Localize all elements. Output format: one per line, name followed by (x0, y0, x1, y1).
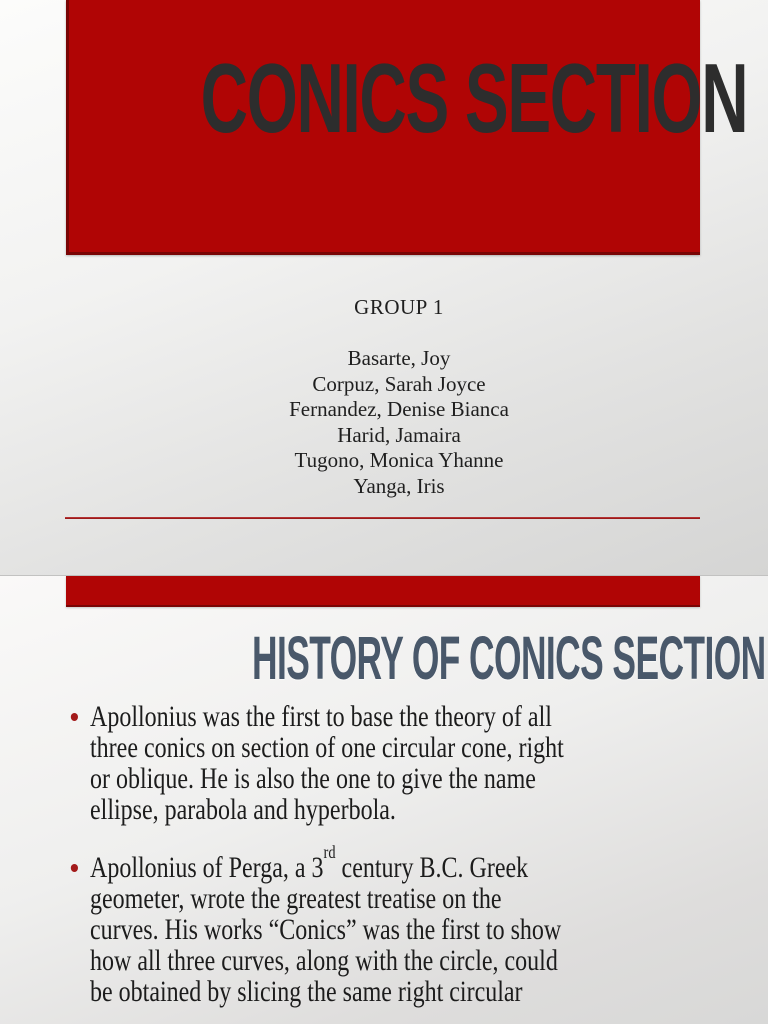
bullet-line: geometer, wrote the greatest treatise on the (90, 882, 502, 915)
ordinal-superscript: rd (323, 841, 336, 862)
slide-1-title-wrap (66, 43, 748, 153)
bullet-line (90, 841, 694, 884)
member-row: Yanga, Iris (353, 473, 445, 498)
bullet-line: three conics on section of one circular cone, right (90, 731, 564, 764)
bullet-line: how all three curves, along with the circle, could (90, 944, 558, 977)
bullet-text-segment: Apollonius of Perga, a 3 (90, 851, 324, 884)
member-row: Fernandez, Denise Bianca (289, 397, 509, 421)
slide-2-title-wrap (66, 624, 766, 692)
bullet-line: be obtained by slicing the same right circular (90, 975, 523, 1008)
slide-1-title: CONICS SECTION (200, 43, 748, 153)
bullet-item-1 (70, 701, 694, 825)
bullet-marker-icon (71, 713, 78, 721)
group-label: GROUP 1 (354, 295, 444, 319)
member-row: Tugono, Monica Yhanne (294, 448, 504, 472)
bullet-text-segment: century B.C. Greek (335, 851, 529, 884)
bullet-line: Apollonius was the first to base the theory of all (90, 700, 552, 733)
bullet-marker-icon (71, 864, 78, 872)
slide-2-body (70, 701, 694, 1007)
bullet-line: ellipse, parabola and hyperbola. (90, 793, 396, 826)
red-header-bar (66, 576, 700, 607)
slide-2-title: HISTORY OF CONICS SECTION (251, 624, 766, 692)
slide-2-history-page (0, 576, 768, 1024)
member-row: Harid, Jamaira (337, 422, 461, 447)
member-row: Corpuz, Sarah Joyce (312, 371, 486, 396)
red-divider-line (65, 517, 700, 519)
bullet-item-2 (70, 841, 694, 1008)
bullet-line: curves. His works “Conics” was the first to show (90, 913, 562, 946)
member-list (30, 346, 768, 499)
bullet-line: or oblique. He is also the one to give the name (90, 762, 536, 795)
member-row: Basarte, Joy (347, 346, 451, 370)
